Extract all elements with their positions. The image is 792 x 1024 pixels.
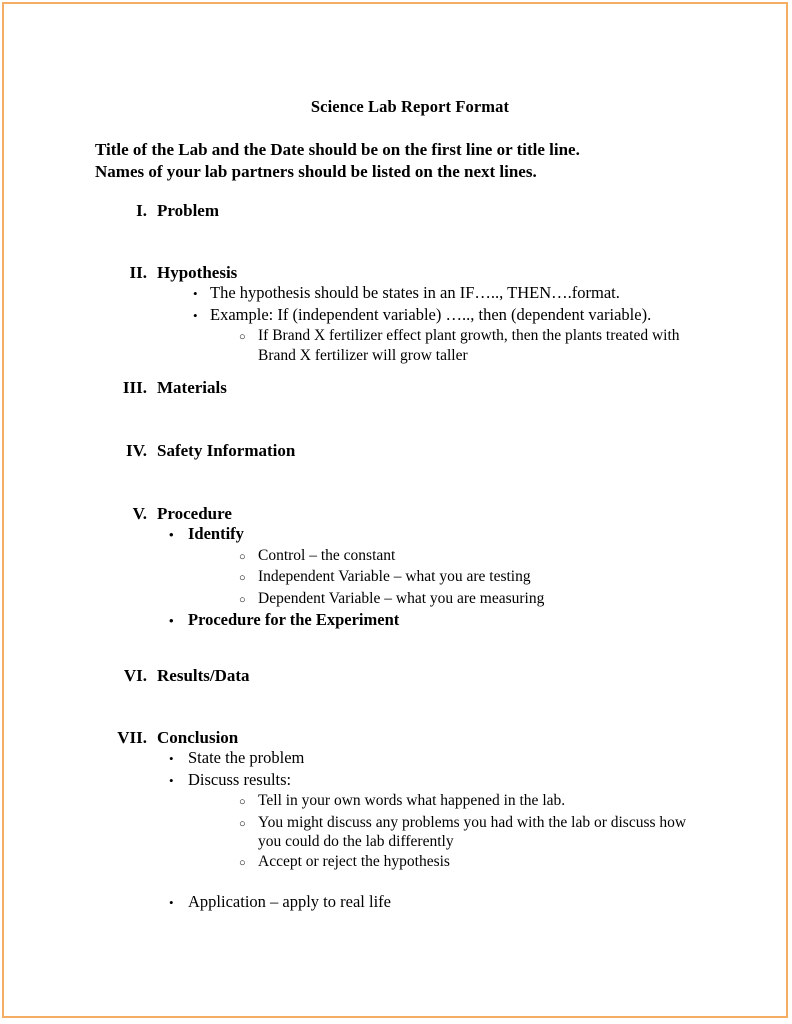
section-numeral: VI.: [123, 666, 147, 685]
section-heading: [4, 262, 790, 283]
bullet-text: Application – apply to real life: [188, 892, 391, 911]
section-heading: [4, 503, 790, 524]
section-heading: [4, 440, 790, 461]
intro-line-2: Names of your lab partners should be listed on the next lines.: [95, 161, 537, 181]
bullet-spacer: [4, 873, 790, 892]
bullet-text: Independent Variable – what you are testing: [258, 568, 531, 585]
sub-bullet-item: [4, 326, 790, 365]
sub-bullet-item: [4, 546, 790, 568]
bullet-icon: •: [169, 527, 174, 542]
section-numeral: I.: [136, 201, 147, 220]
section-label: Results/Data: [157, 666, 250, 685]
intro-paragraph: [95, 139, 735, 182]
section-heading: [4, 665, 790, 686]
bullet-icon: •: [193, 286, 198, 301]
bullet-text: Control – the constant: [258, 546, 396, 564]
section-bullet-list: [4, 748, 790, 914]
bullet-item: [4, 610, 790, 632]
section-label: Conclusion: [157, 728, 239, 747]
section-numeral: II.: [129, 263, 147, 282]
bullet-item: [4, 524, 790, 546]
section-label: Hypothesis: [157, 263, 238, 282]
outline-section: [4, 440, 790, 461]
bullet-text: Identify: [188, 524, 244, 543]
bullet-icon: •: [169, 895, 174, 910]
bullet-text: Procedure for the Experiment: [188, 610, 400, 629]
bullet-text: Tell in your own words what happened in the lab.: [258, 792, 566, 809]
sub-bullet-item: [4, 852, 790, 874]
bullet-text: The hypothesis should be states in an IF….., THEN….format.: [210, 283, 620, 302]
bullet-text: Example: If (independent variable) ….., then (dependent variable).: [210, 304, 652, 324]
outline-section: [4, 262, 790, 365]
bullet-text: You might discuss any problems you had with the lab or discuss how you could do the lab differently: [258, 813, 687, 850]
bullet-icon: •: [169, 751, 174, 766]
bullet-item: [4, 305, 790, 327]
bullet-text: State the problem: [188, 748, 305, 767]
section-heading: [4, 727, 790, 748]
bullet-item: [4, 770, 790, 792]
section-label: Procedure: [157, 504, 232, 523]
bullet-item: [4, 892, 790, 914]
hollow-bullet-icon: ○: [239, 550, 246, 563]
document-body: [4, 4, 790, 1020]
section-numeral: V.: [132, 504, 147, 523]
bullet-text: Accept or reject the hypothesis: [258, 852, 450, 870]
intro-line-1: Title of the Lab and the Date should be on the first line or title line.: [95, 140, 580, 159]
section-numeral: IV.: [126, 441, 147, 460]
hollow-bullet-icon: ○: [239, 572, 246, 584]
outline-section: [4, 503, 790, 632]
page-frame: [2, 2, 788, 1018]
bullet-item: [4, 748, 790, 770]
bullet-icon: •: [169, 772, 174, 788]
outline-section: [4, 377, 790, 398]
sub-bullet-item: [4, 791, 790, 813]
outline-section: [4, 200, 790, 221]
section-label: Materials: [157, 378, 227, 397]
section-heading: [4, 200, 790, 221]
section-label: Problem: [157, 201, 220, 220]
page-title: Science Lab Report Format: [310, 97, 510, 116]
section-bullet-list: [4, 524, 790, 632]
section-numeral: III.: [122, 378, 147, 397]
outline-section: [4, 727, 790, 914]
sub-bullet-item: [4, 589, 790, 611]
bullet-item: [4, 283, 790, 305]
hollow-bullet-icon: ○: [239, 593, 246, 606]
hollow-bullet-icon: ○: [239, 817, 246, 830]
bullet-icon: •: [169, 613, 174, 628]
bullet-icon: •: [193, 307, 198, 323]
section-numeral: VII.: [117, 728, 147, 747]
sub-bullet-item: [4, 567, 790, 589]
hollow-bullet-icon: ○: [239, 856, 246, 869]
section-bullet-list: [4, 283, 790, 365]
hollow-bullet-icon: ○: [239, 331, 246, 343]
section-heading: [4, 377, 790, 398]
bullet-text: Discuss results:: [188, 769, 292, 789]
bullet-text: Dependent Variable – what you are measuring: [258, 589, 545, 607]
outline-section: [4, 665, 790, 686]
bullet-text: If Brand X fertilizer effect plant growth, then the plants treated with Brand X fertilizer will grow taller: [258, 327, 680, 364]
hollow-bullet-icon: ○: [239, 796, 246, 808]
sub-bullet-item: [4, 813, 790, 852]
section-label: Safety Information: [157, 441, 296, 460]
